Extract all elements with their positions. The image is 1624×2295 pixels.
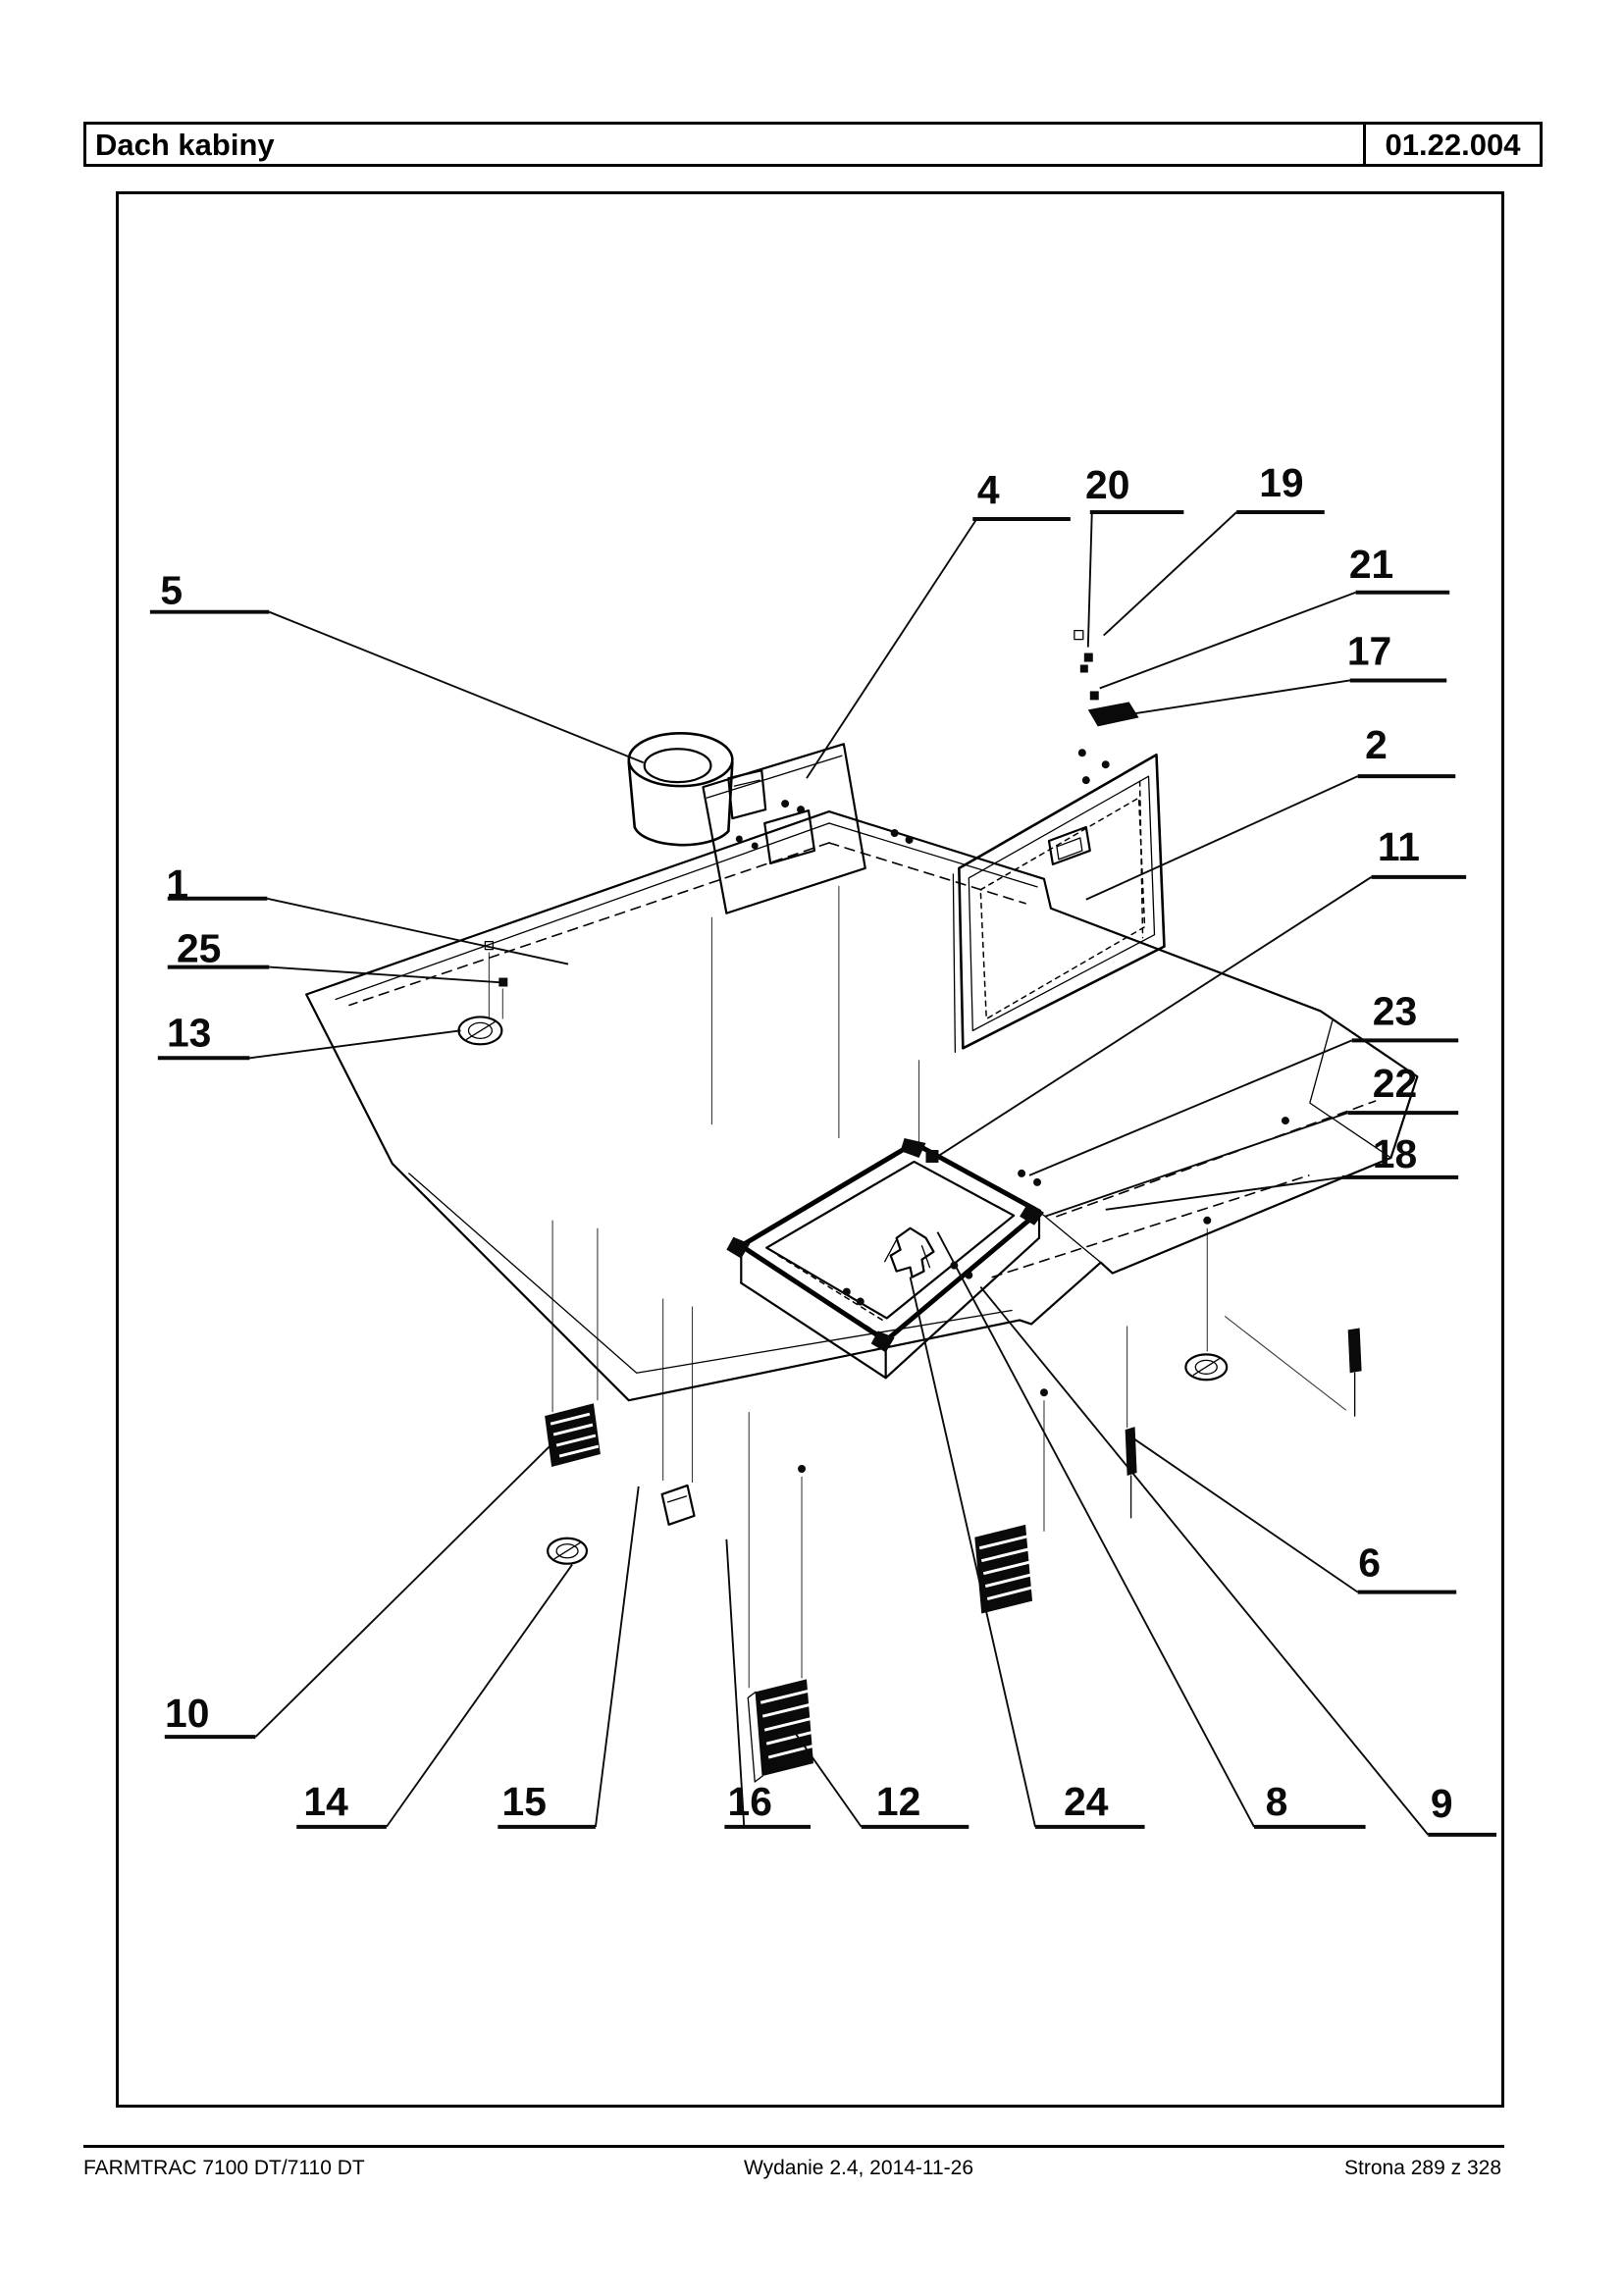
- exploded-diagram: [119, 194, 1501, 2105]
- callout-23: 23: [1372, 988, 1418, 1034]
- leader-line-20: [1088, 512, 1092, 648]
- callout-17: 17: [1346, 628, 1392, 674]
- callout-19: 19: [1259, 460, 1304, 506]
- leader-line-5: [269, 612, 643, 763]
- leader-line-23: [1029, 1040, 1352, 1175]
- leader-line-25: [269, 967, 503, 983]
- leader-line-10: [255, 1445, 550, 1737]
- callout-18: 18: [1372, 1130, 1418, 1176]
- callout-6: 6: [1358, 1539, 1381, 1586]
- callout-14: 14: [303, 1778, 348, 1824]
- header: [83, 122, 1543, 167]
- doc-code: 01.22.004: [1363, 125, 1540, 164]
- callout-9: 9: [1430, 1780, 1453, 1826]
- callout-8: 8: [1265, 1778, 1288, 1824]
- leader-line-21: [1100, 593, 1356, 689]
- latch-fitting: [1088, 702, 1139, 726]
- leader-line-8: [937, 1232, 1254, 1827]
- leader-line-2: [1086, 776, 1358, 900]
- callout-11: 11: [1377, 823, 1421, 869]
- leader-line-4: [807, 519, 976, 778]
- callout-22: 22: [1372, 1061, 1418, 1107]
- callout-13: 13: [166, 1010, 212, 1056]
- leader-line-22: [1045, 1113, 1348, 1217]
- diagram-frame: [116, 191, 1504, 2108]
- callout-24: 24: [1064, 1778, 1109, 1824]
- footer-page: Strona 289 z 328: [1344, 2157, 1501, 2179]
- leader-line-12: [791, 1727, 862, 1827]
- callout-16: 16: [727, 1778, 772, 1824]
- vent-blower: [629, 733, 765, 845]
- callout-21: 21: [1348, 541, 1394, 587]
- footer: [0, 2157, 1624, 2186]
- leader-line-17: [1134, 680, 1350, 713]
- callout-15: 15: [501, 1778, 547, 1824]
- roof-panel: [306, 811, 1417, 1400]
- callout-5: 5: [160, 567, 183, 613]
- leader-line-1: [267, 899, 568, 965]
- roof-hidden-lines: [349, 843, 1376, 1333]
- callout-2: 2: [1365, 722, 1388, 768]
- callout-4: 4: [976, 467, 1000, 513]
- hatch-lid: [953, 755, 1164, 1052]
- footer-rule: [83, 2145, 1504, 2148]
- leader-line-19: [1104, 512, 1236, 636]
- page-title: Dach kabiny: [95, 127, 275, 162]
- callout-20: 20: [1085, 462, 1130, 508]
- callout-25: 25: [176, 925, 222, 971]
- callout-12: 12: [875, 1778, 921, 1824]
- footer-model: FARMTRAC 7100 DT/7110 DT: [83, 2157, 365, 2179]
- clip-bracket: [662, 1486, 695, 1525]
- footer-edition: Wydanie 2.4, 2014-11-26: [743, 2157, 974, 2179]
- callout-1: 1: [166, 861, 189, 907]
- latch-assembly: [885, 1228, 934, 1278]
- plug-grommets: [459, 1017, 1228, 1563]
- leader-line-15: [596, 1487, 639, 1827]
- callout-10: 10: [164, 1691, 210, 1737]
- vent-grilles: [545, 1403, 1033, 1782]
- callout-layer: [150, 460, 1496, 1835]
- assembly-guide-lines: [489, 886, 1345, 1688]
- leader-line-13: [249, 1030, 460, 1058]
- support-pins: [662, 1328, 1362, 1524]
